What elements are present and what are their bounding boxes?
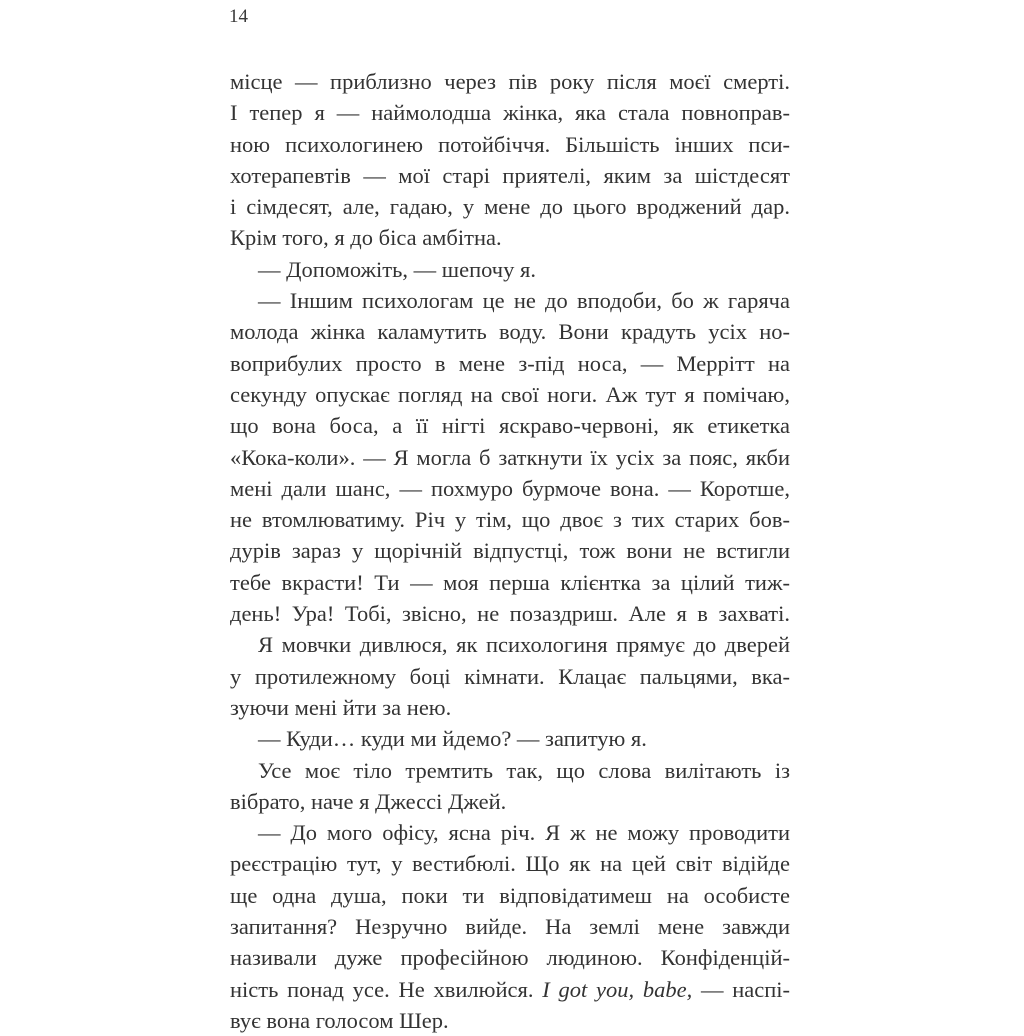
text-segment: ність понад усе. Не хвилюйся. xyxy=(230,976,543,1002)
text-line: реєстрацію тут, у вестибюлі. Що як на цей світ відійде xyxy=(230,851,790,877)
italic-quote: I got you, babe, xyxy=(542,976,693,1002)
text-line: день! Ура! Тобі, звісно, не позаздриш. Але я в захваті. xyxy=(230,601,790,627)
text-line: не втомлюватиму. Річ у тім, що двоє з тих старих бов- xyxy=(230,507,790,533)
text-line: запитання? Незручно вийде. На землі мене завжди xyxy=(230,914,790,940)
text-line: секунду опускає погляд на свої ноги. Аж тут я помічаю, xyxy=(230,381,790,407)
text-line: дурів зараз у щорічній відпустці, тож вони не встигли xyxy=(230,538,790,564)
text-line: мені дали шанс, — похмуро бурмоче вона. — Коротше, xyxy=(230,475,790,501)
text-line: молода жінка каламутить воду. Вони крадуть усіх но- xyxy=(230,319,790,345)
text-line: вібрато, наче я Джессі Джей. xyxy=(230,788,507,814)
text-line: Усе моє тіло тремтить так, що слова вилітають із xyxy=(258,757,790,783)
text-line: — Допоможіть, — шепочу я. xyxy=(258,256,536,282)
text-line: зуючи мені йти за нею. xyxy=(230,694,452,720)
text-line: вує вона голосом Шер. xyxy=(230,1007,449,1033)
text-line: називали дуже професійною людиною. Конфіденцій- xyxy=(230,945,790,971)
text-line: і сімдесят, але, гадаю, у мене до цього вроджений дар. xyxy=(230,194,790,220)
text-line: «Кока-коли». — Я могла б заткнути їх усіх за пояс, якби xyxy=(230,444,790,470)
text-line: що вона боса, а її нігті яскраво-червоні, як етикетка xyxy=(230,413,790,439)
text-line: місце — приблизно через пів року після моєї смерті. xyxy=(230,69,790,94)
text-line xyxy=(230,974,790,1005)
text-line: у протилежному боці кімнати. Клацає пальцями, вка- xyxy=(230,663,790,689)
body-text xyxy=(230,66,790,1036)
text-line: ще одна душа, поки ти відповідатимеш на особисте xyxy=(230,882,790,908)
text-line: — Іншим психологам це не до вподоби, бо ж гаряча xyxy=(258,288,790,314)
text-line: Я мовчки дивлюся, як психологиня прямує до дверей xyxy=(258,632,790,658)
text-line: — До мого офісу, ясна річ. Я ж не можу проводити xyxy=(258,820,790,846)
text-line: І тепер я — наймолодша жінка, яка стала повноправ- xyxy=(230,100,790,126)
text-line: — Куди… куди ми йдемо? — запитую я. xyxy=(258,726,647,752)
text-line: ною психологинею потойбіччя. Більшість інших пси- xyxy=(230,131,790,157)
page-number: 14 xyxy=(229,6,248,27)
text-line: тебе вкрасти! Ти — моя перша клієнтка за цілий тиж- xyxy=(230,569,790,595)
text-line: Крім того, я до біса амбітна. xyxy=(230,225,502,251)
text-line: воприбулих просто в мене з-під носа, — Меррітт на xyxy=(230,350,790,376)
text-segment: — наспі- xyxy=(692,976,791,1002)
text-line: хотерапевтів — мої старі приятелі, яким за шістдесят xyxy=(230,162,790,188)
